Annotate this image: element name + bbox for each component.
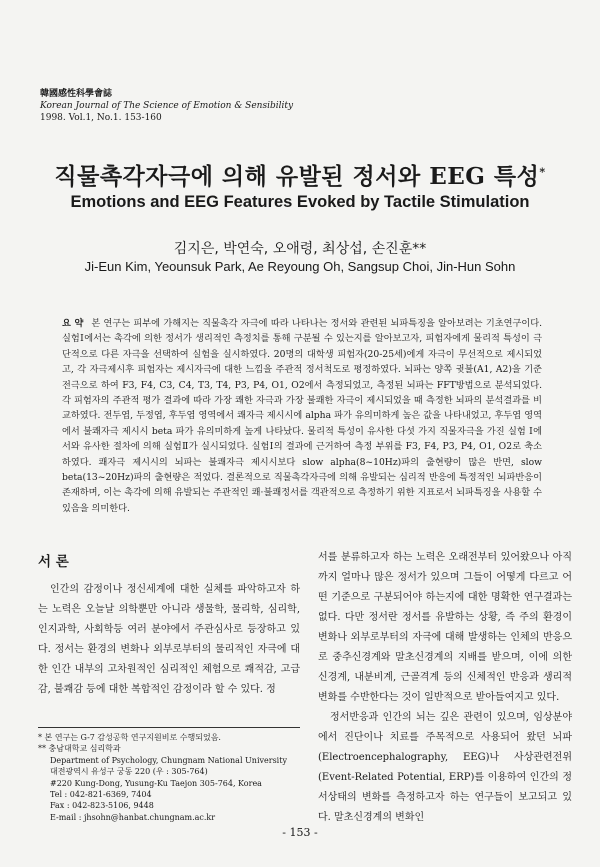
title-korean-text: 직물촉각자극에 의해 유발된 정서와 EEG 특성 — [54, 163, 540, 190]
page-number: - 153 - — [282, 826, 318, 839]
abstract — [62, 316, 542, 516]
title-korean — [0, 158, 600, 191]
footnote-email: E-mail : jhsohn@hanbat.chungnam.ac.kr — [50, 812, 216, 822]
footnote-department: Department of Psychology, Chungnam National University — [50, 755, 287, 765]
journal-name-english: Korean Journal of The Science of Emotion & Sensibility — [40, 101, 294, 111]
intro-paragraph-left: 인간의 감정이나 정신세계에 대한 실체를 파악하고자 하는 노력은 오늘날 의학뿐만 아니라 생물학, 물리학, 심리학, 인지과학, 사회학등 여러 분야에서 주관심사로 등장하고 있다. 정서는 환경의 변화나 외부로부터의 물리적인 자극에 대한 인간 내부의 고차원적인 심리적인 체험으로 쾌적감, 고급감, 불쾌감 등에 대한 복합적인 감정이라 할 수 있다. 정 — [38, 584, 300, 695]
journal-citation: 1998. Vol.1, No.1. 153-160 — [40, 113, 162, 123]
intro-paragraph-right-2: 정서반응과 인간의 뇌는 깊은 관련이 있으며, 임상분야에서 진단이나 치료를 주목적으로 사용되어 왔던 뇌파(Electroencephalography, EEG)나 사상관련전위 (Event-Related Potential, ERP)를 이용하여 인간의 정서상태의 변화를 측정하고자 하는 연구들이 보고되고 있다. 말초신경계의 변화인 — [318, 712, 572, 823]
title-english: Emotions and EEG Features Evoked by Tactile Stimulation — [70, 193, 530, 211]
authors-korean: 김지은, 박연숙, 오애령, 최상섭, 손진훈** — [173, 241, 427, 257]
left-column — [38, 550, 300, 700]
footnote-affiliation: ** 충남대학교 심리학과 — [38, 744, 121, 754]
footnote-address-korean: 대전광역시 유성구 궁동 220 (우 : 305-764) — [50, 767, 208, 777]
section-heading: 서 론 — [38, 554, 69, 570]
abstract-text: 본 연구는 피부에 가해지는 직물촉각 자극에 따라 나타나는 정서와 관련된 뇌파특징을 알아보려는 기초연구이다. 실험Ⅰ에서는 촉각에 의한 정서가 생리적인 측정치를 통해 구분될 수 있는지를 알아보고자, 피험자에게 물리적 특성이 극단적으로 다른 자극을 선택하여 실험을 실시하였다. 20명의 대학생 피험자(20-25세)에게 자극이 무선적으로 제시되었고, 각 자극제시후 피험자는 제시자극에 대한 느낌을 주관적 정서척도로 평정하였다. 뇌파는 양쪽 귓불(A1, A2)을 기준전극으로 하여 F3, F4, C3, C4, T3, T4, P3, P4, O1, O2에서 측정되었고, 측정된 뇌파는 FFT방법으로 분석되었다. 각 피험자의 주관적 평가 결과에 따라 가장 쾌한 자극과 가장 불쾌한 자극이 제시되었을 때 측정한 뇌파의 분석결과를 비교하였다. 전두엽, 두정엽, 후두엽 영역에서 쾌자극 제시시에 alpha 파가 유의미하게 높은 값을 나타내었고, 후두엽 영역에서 불쾌자극 제시시 beta 파가 유의미하게 높게 나타났다. 물리적 특성이 유사한 다섯 가지 직물자극을 가진 실험 Ⅰ에서와 유사한 절차에 의해 실험Ⅱ가 실시되었다. 실험Ⅰ의 결과에 근거하여 측정 부위를 F3, F4, P3, P4, O1, O2로 축소하였다. 쾌자극 제시시의 뇌파는 불쾌자극 제시시보다 slow alpha(8~10Hz)파의 출현량이 많은 반면, slow beta(13~20Hz)파의 출현량은 적었다. 결론적으로 직물촉각자극에 의해 유발되는 심리적 반응에 특정적인 뇌파반응이 존재하며, 이는 촉각에 의해 유발되는 주관적인 쾌·불쾌정서를 객관적으로 측정하기 위한 지표로서 뇌파특징을 사용할 수 있음을 의미한다. — [62, 318, 542, 514]
footnotes — [38, 727, 300, 823]
footnote-funding: * 본 연구는 G-7 감성공학 연구지원비로 수행되었음. — [38, 733, 221, 742]
right-column — [318, 548, 572, 828]
title-footnote-marker: * — [539, 165, 546, 179]
journal-header — [40, 88, 293, 124]
footnote-tel: Tel : 042-821-6369, 7404 — [50, 790, 152, 800]
abstract-label: 요 약 — [62, 318, 84, 329]
footnote-address-english: #220 Kung-Dong, Yusung-Ku Taejon 305-764, Korea — [50, 778, 262, 788]
journal-name-korean: 韓國感性科學會誌 — [40, 89, 113, 99]
intro-paragraph-right-1: 서를 분류하고자 하는 노력은 오래전부터 있어왔으나 아직까지 얼마나 많은 정서가 있으며 그들이 어떻게 다르고 어떤 기준으로 구분되어야 하는지에 대한 명확한 연구결과는 없다. 다만 정서란 정서를 유발하는 상황, 즉 주의 환경이 변화나 외부로부터의 자극에 대해 발생하는 인체의 반응으로 중추신경계와 말초신경계의 지배를 받으며, 이에 의한 신경계, 내분비계, 근골격계 등의 신체적인 반응과 생리적 변화를 수반한다는 것이 일반적으로 받아들여지고 있다. — [318, 552, 572, 703]
footnote-fax: Fax : 042-823-5106, 9448 — [50, 801, 154, 811]
authors-english: Ji-Eun Kim, Yeounsuk Park, Ae Reyoung Oh, Sangsup Choi, Jin-Hun Sohn — [84, 259, 516, 274]
